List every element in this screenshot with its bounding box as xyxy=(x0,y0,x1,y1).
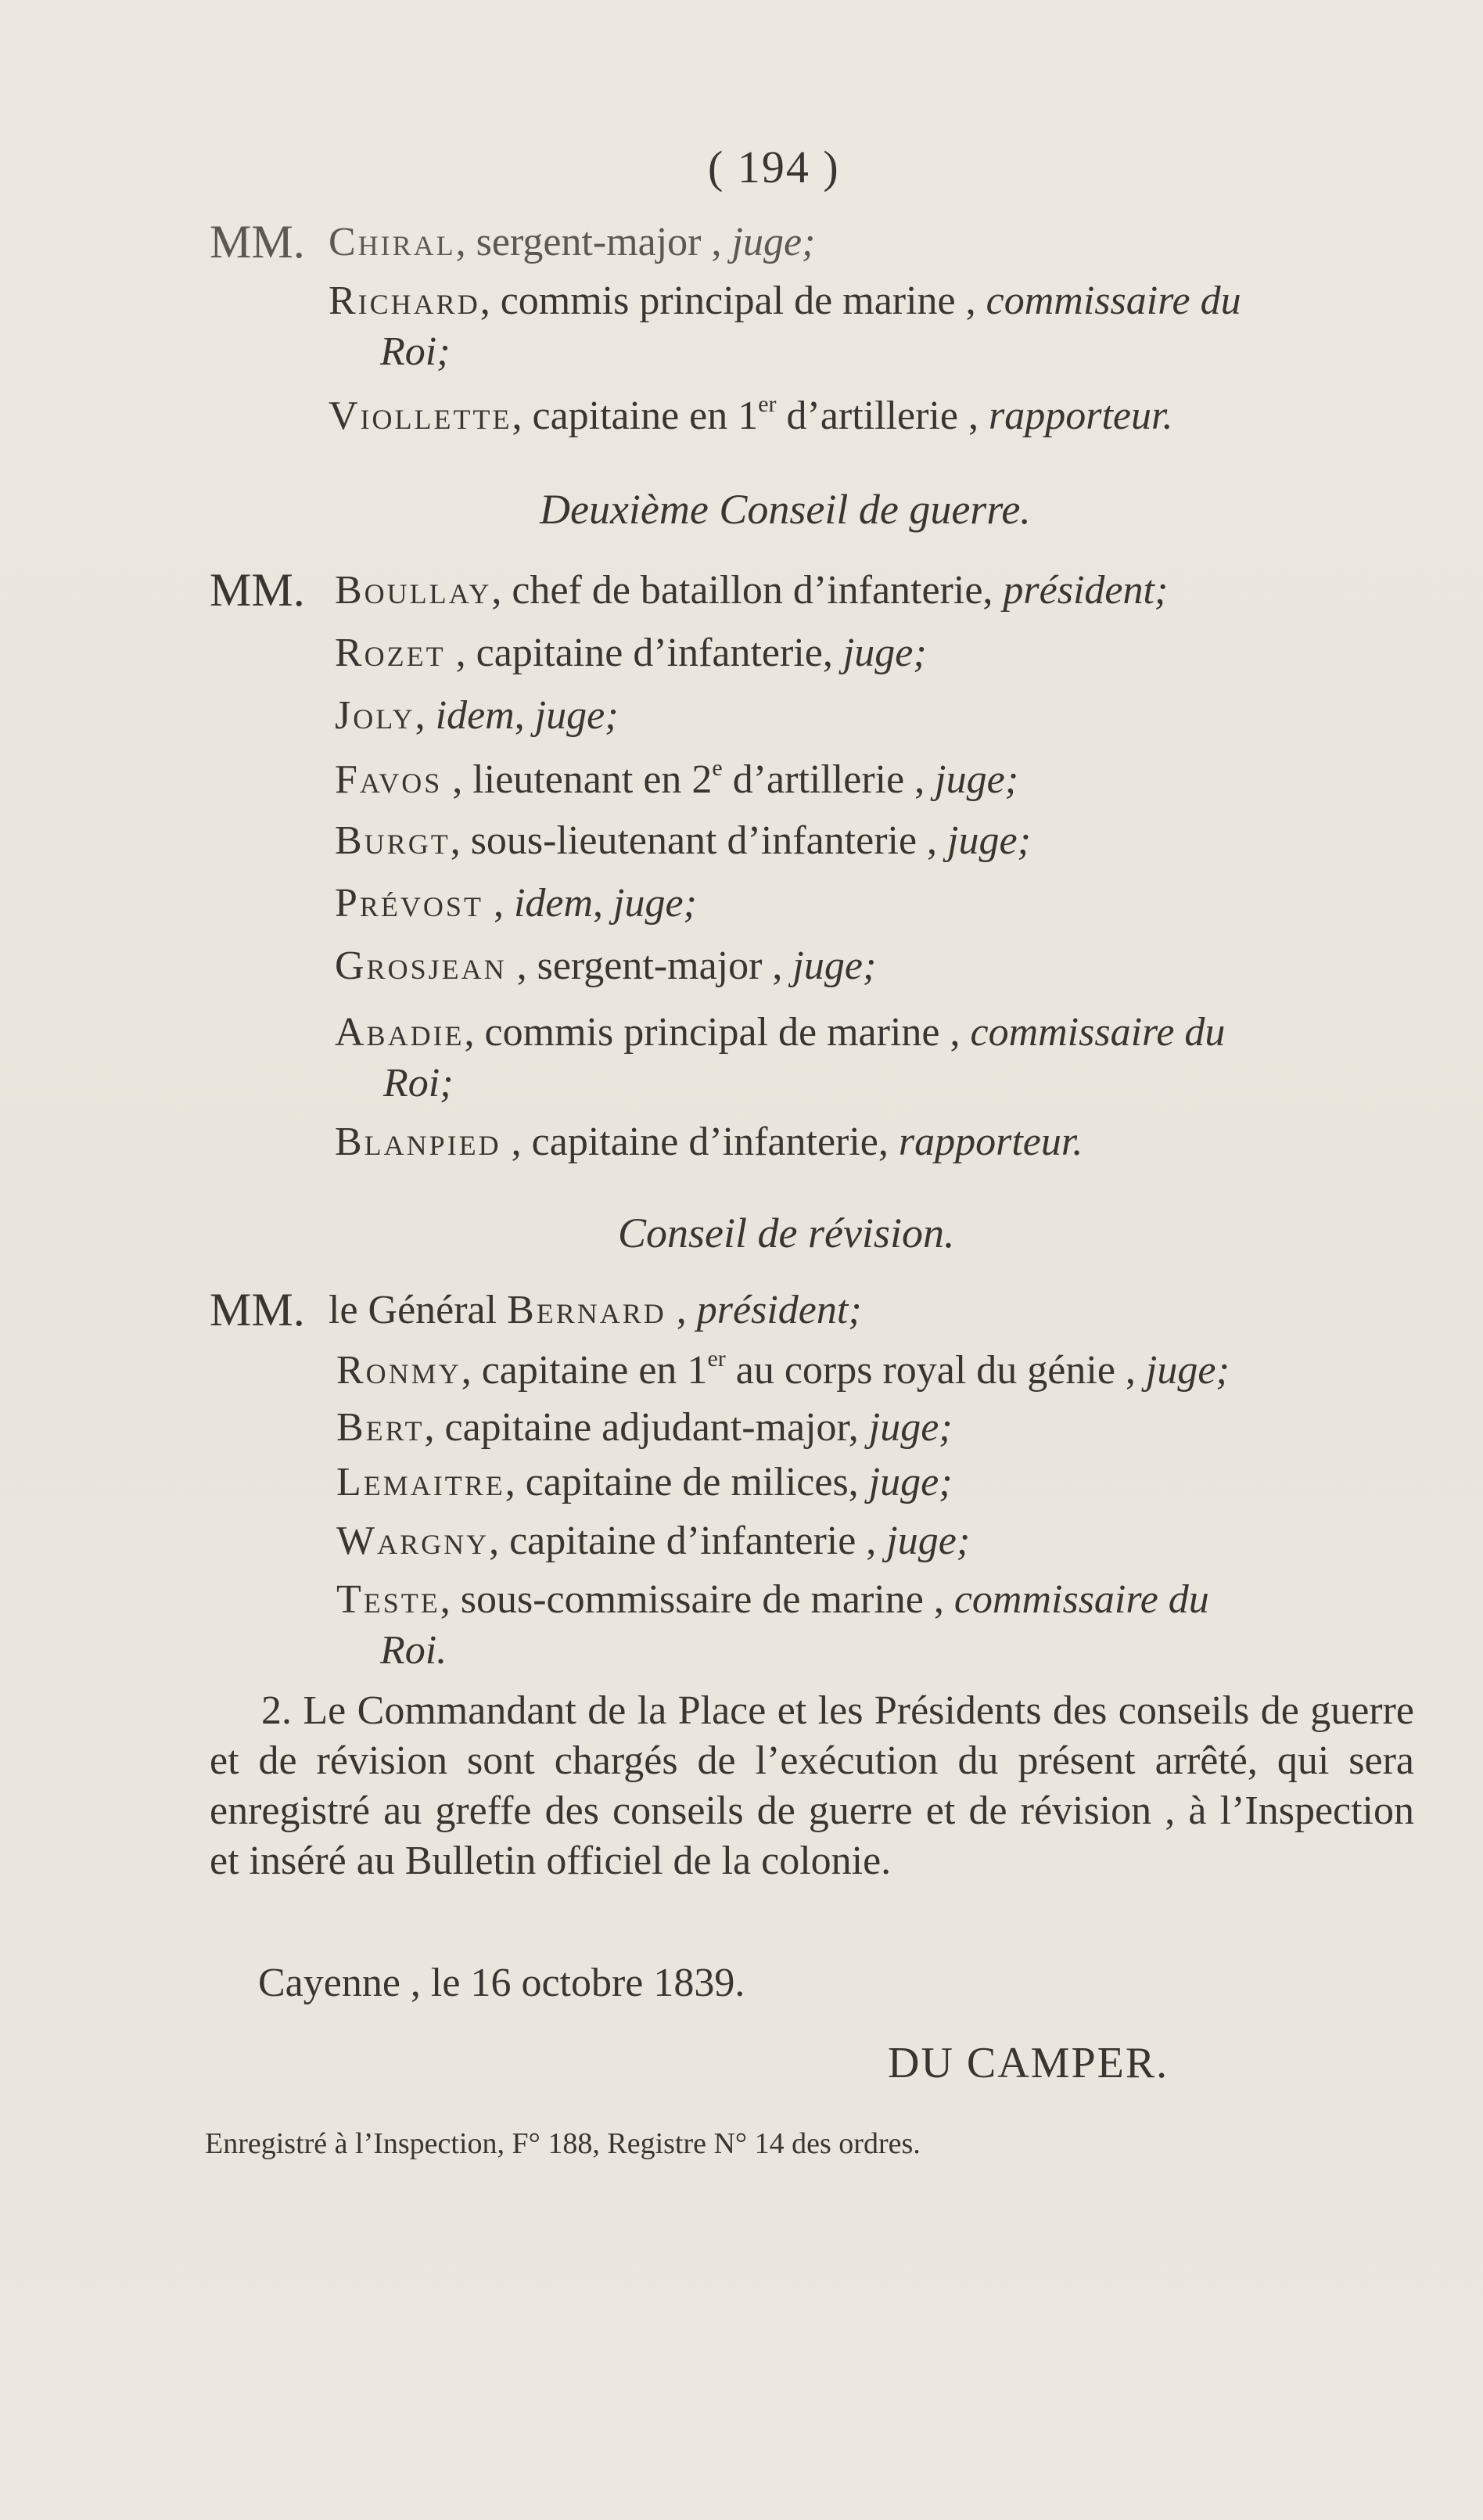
list-item-continuation: Roi; xyxy=(383,1061,454,1105)
mm-label-2: MM. xyxy=(210,564,305,616)
list-item: le Général Bernard , président; xyxy=(329,1288,862,1332)
section-heading: Deuxième Conseil de guerre. xyxy=(540,486,1031,533)
page-number: ( 194 ) xyxy=(708,142,840,192)
section-heading: Conseil de révision. xyxy=(618,1210,955,1256)
list-item-continuation: Roi. xyxy=(380,1628,447,1673)
list-item: Favos , lieutenant en 2e d’artillerie , juge; xyxy=(335,755,1019,802)
mm-label-1: MM. xyxy=(210,216,305,268)
mm-label-3: MM. xyxy=(210,1284,305,1335)
list-item: Ronmy, capitaine en 1er au corps royal du génie , juge; xyxy=(336,1346,1230,1393)
list-item: Abadie, commis principal de marine , commissaire du xyxy=(335,1010,1226,1055)
list-item: Bert, capitaine adjudant-major, juge; xyxy=(336,1405,953,1450)
list-item: Richard, commis principal de marine , commissaire du xyxy=(329,279,1241,323)
list-item: Viollette, capitaine en 1er d’artillerie , rapporteur. xyxy=(329,391,1173,438)
signature: DU CAMPER. xyxy=(888,2039,1169,2087)
list-item: Teste, sous-commissaire de marine , commissaire du xyxy=(336,1577,1209,1622)
list-item: Prévost , idem, juge; xyxy=(335,881,697,926)
list-item: Blanpied , capitaine d’infanterie, rapporteur. xyxy=(335,1120,1083,1164)
list-item-continuation: Roi; xyxy=(380,329,451,374)
date-line: Cayenne , le 16 octobre 1839. xyxy=(258,1961,745,2005)
list-item: Joly, idem, juge; xyxy=(335,693,619,738)
article-paragraph: 2. Le Commandant de la Place et les Présidents des conseils de guerre et de révision sont chargés de l’exécution du présent arrêté, qui sera enregistré au greffe des conseils de guerre et de révision , à l’Inspection et inséré au Bulletin officiel de la colonie. xyxy=(210,1688,1414,1883)
list-item: Boullay, chef de bataillon d’infanterie, président; xyxy=(335,568,1169,613)
list-item: Burgt, sous-lieutenant d’infanterie , juge; xyxy=(335,818,1031,863)
list-item: Lemaitre, capitaine de milices, juge; xyxy=(336,1460,953,1504)
list-item: Chiral, sergent-major , juge; xyxy=(329,220,816,264)
list-item: Wargny, capitaine d’infanterie , juge; xyxy=(336,1519,971,1563)
list-item: Rozet , capitaine d’infanterie, juge; xyxy=(335,631,927,675)
registration-note: Enregistré à l’Inspection, F° 188, Registre N° 14 des ordres. xyxy=(205,2127,921,2160)
list-item: Grosjean , sergent-major , juge; xyxy=(335,944,877,988)
